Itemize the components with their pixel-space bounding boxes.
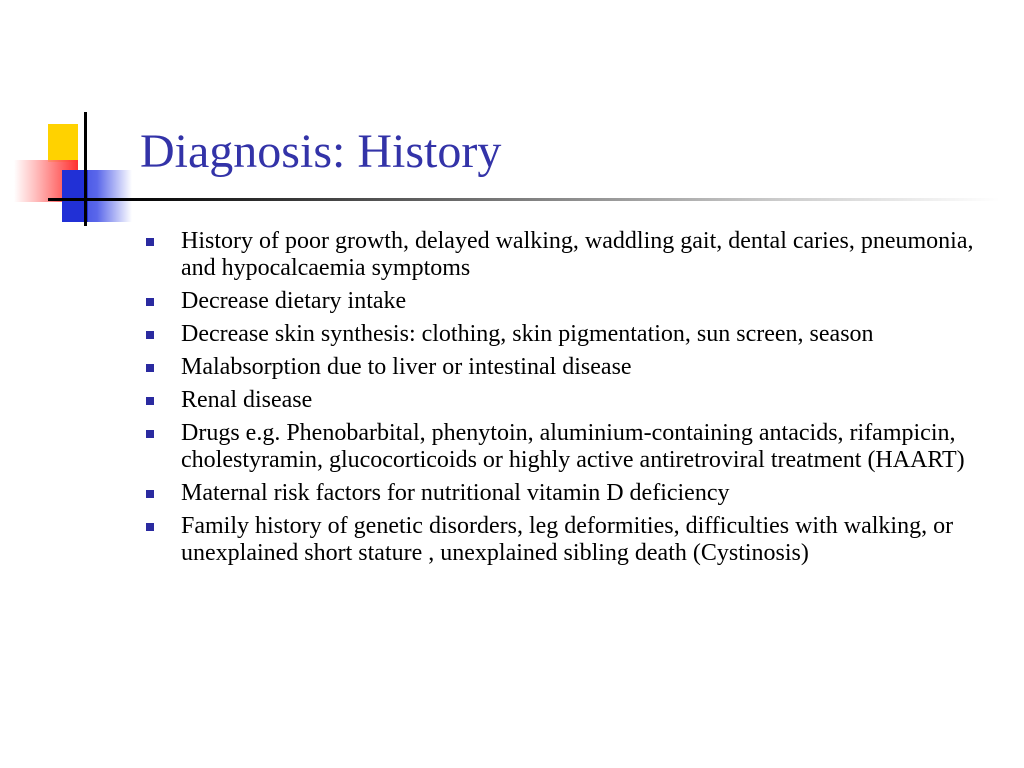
square-bullet-icon [146,331,154,339]
bullet-item-renal-disease [146,387,996,414]
bullet-text: Family history of genetic disorders, leg deformities, difficulties with walking, or unexplained short stature , unexplained sibling death (Cystinosis) [181,513,954,566]
bullet-item-drugs [146,420,996,474]
bullet-text: Decrease dietary intake [181,288,407,314]
bullet-text: Malabsorption due to liver or intestinal disease [181,354,632,380]
square-bullet-icon [146,238,154,246]
bullet-item-dietary-intake [146,288,996,315]
bullet-text: Decrease skin synthesis: clothing, skin pigmentation, sun screen, season [181,321,874,347]
bullet-item-family-history [146,513,996,567]
square-bullet-icon [146,430,154,438]
vertical-rule [84,112,87,226]
square-bullet-icon [146,397,154,405]
corner-squares-ornament [0,0,220,240]
bullet-item-malabsorption [146,354,996,381]
bullet-item-maternal-risk [146,480,996,507]
square-bullet-icon [146,298,154,306]
bullet-item-growth-history [146,228,996,282]
bullet-list [146,228,996,573]
bullet-item-skin-synthesis [146,321,996,348]
bullet-text: Drugs e.g. Phenobarbital, phenytoin, aluminium-containing antacids, rifampicin, cholestyramin, glucocorticoids or highly active antiretroviral treatment (HAART) [181,420,965,473]
bullet-text: Renal disease [181,387,313,413]
square-bullet-icon [146,364,154,372]
bullet-text: History of poor growth, delayed walking, waddling gait, dental caries, pneumonia, and hypocalcaemia symptoms [181,228,974,281]
square-bullet-icon [146,523,154,531]
bullet-text: Maternal risk factors for nutritional vitamin D deficiency [181,480,730,506]
square-bullet-icon [146,490,154,498]
slide-title: Diagnosis: History [140,125,502,178]
title-underline [120,198,1000,201]
yellow-square [48,124,78,162]
